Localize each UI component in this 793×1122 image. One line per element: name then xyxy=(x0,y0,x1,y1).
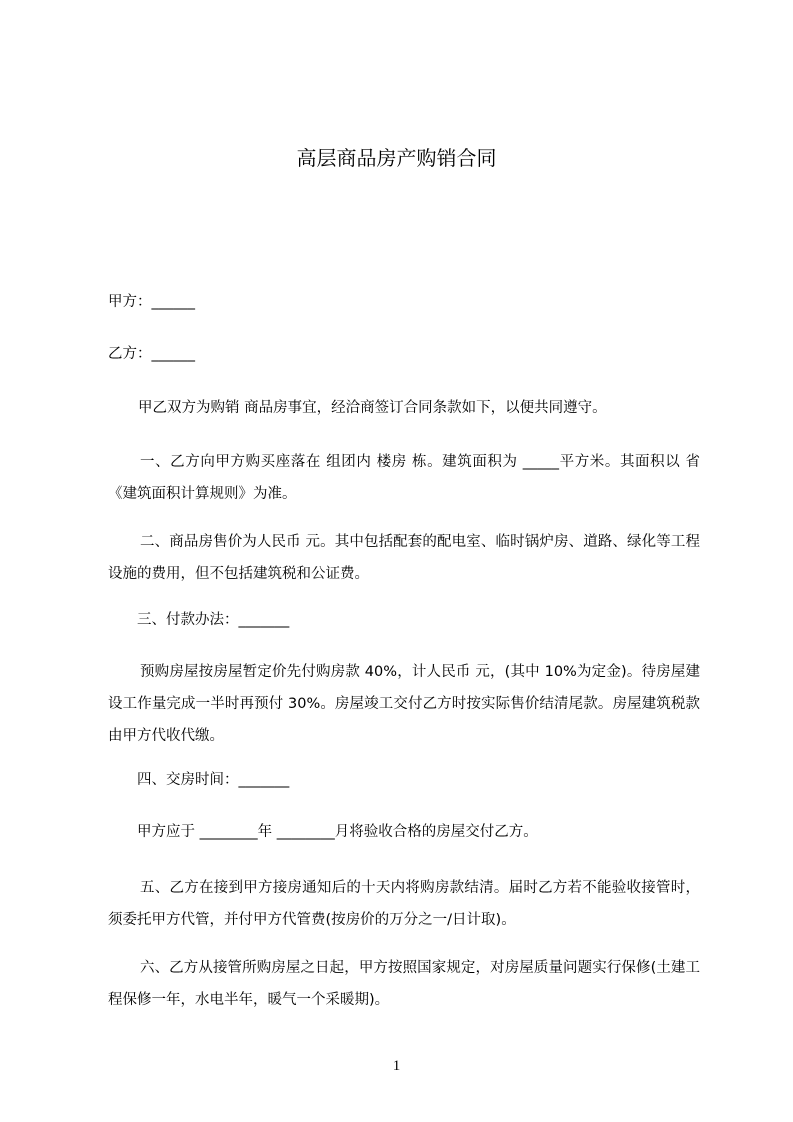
clause-4-body: 甲方应于 ________年 ________月将验收合格的房屋交付乙方。 xyxy=(137,824,538,840)
party-a-line: 甲方：______ xyxy=(108,294,195,310)
document-title: 高层商品房产购销合同 xyxy=(296,146,497,170)
clause-3-heading: 三、付款办法：_______ xyxy=(137,612,290,628)
clause-4-heading: 四、交房时间：_______ xyxy=(137,772,290,788)
party-b-line: 乙方：______ xyxy=(108,346,195,362)
clause-5-paragraph: 五、乙方在接到甲方接房通知后的十天内将购房款结清。届时乙方若不能验收接管时，须委托甲方代管，并付甲方代管费(按房价的万分之一/日计取)。 xyxy=(108,880,700,928)
clause-2-paragraph: 二、商品房售价为人民币 元。其中包括配套的配电室、临时锅炉房、道路、绿化等工程设施的费用，但不包括建筑税和公证费。 xyxy=(108,534,700,582)
clause-1-paragraph: 一、乙方向甲方购买座落在 组团内 楼房 栋。建筑面积为 _____平方米。其面积以 省《建筑面积计算规则》为准。 xyxy=(108,454,700,502)
clause-6-paragraph: 六、乙方从接管所购房屋之日起，甲方按照国家规定，对房屋质量问题实行保修(土建工程保修一年，水电半年，暖气一个采暖期)。 xyxy=(108,960,700,1008)
page-number: 1 xyxy=(392,1058,401,1074)
clause-3-body: 预购房屋按房屋暂定价先付购房款 40%，计人民币 元，(其中 10%为定金)。待房屋建设工作量完成一半时再预付 30%。房屋竣工交付乙方时按实际售价结清尾款。房屋建筑税款由甲方代收代缴。 xyxy=(108,664,700,744)
intro-paragraph: 甲乙双方为购销 商品房事宜，经洽商签订合同条款如下，以便共同遵守。 xyxy=(138,400,607,416)
